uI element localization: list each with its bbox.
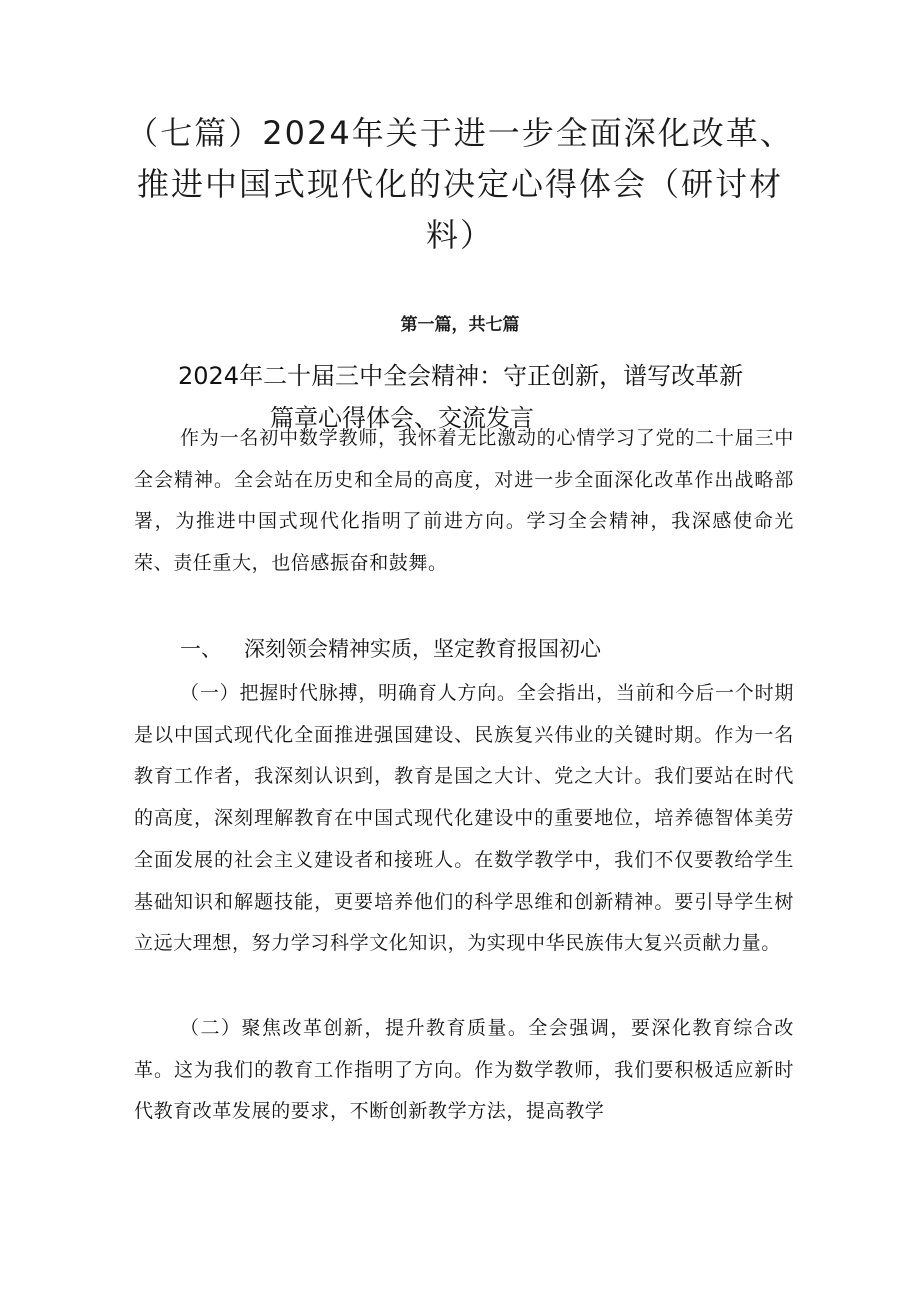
section-heading-text: 深刻领会精神实质，坚定教育报国初心 [244, 637, 601, 661]
section-heading-1 [180, 630, 800, 668]
article-title-line-1: 2024年二十届三中全会精神：守正创新，谱写改革新 [178, 362, 744, 390]
document-title: （七篇）2024年关于进一步全面深化改革、推进中国式现代化的决定心得体会（研讨材料） [126, 114, 794, 254]
part-label: 第一篇，共七篇 [400, 315, 520, 335]
body-paragraph-2: （二）聚焦改革创新，提升教育质量。全会强调，要深化教育综合改革。这为我们的教育工作指明了方向。作为数学教师，我们要积极适应新时代教育改革发展的要求，不断创新教学方法，提高教学 [134, 1017, 794, 1123]
section-number: 一、 [180, 637, 222, 661]
body-paragraph-1: （一）把握时代脉搏，明确育人方向。全会指出，当前和今后一个时期是以中国式现代化全面推进强国建设、民族复兴伟业的关键时期。作为一名教育工作者，我深刻认识到，教育是国之大计、党之大计。我们要站在时代的高度，深刻理解教育在中国式现代化建设中的重要地位，培养德智体美劳全面发展的社会主义建设者和接班人。在数学教学中，我们不仅要教给学生基础知识和解题技能，更要培养他们的科学思维和创新精神。要引导学生树立远大理想，努力学习科学文化知识，为实现中华民族伟大复兴贡献力量。 [134, 682, 794, 955]
article-title-line-2: 篇章心得体会、交流发言 [270, 404, 534, 432]
intro-paragraph: 作为一名初中数学教师，我怀着无比激动的心情学习了党的二十届三中全会精神。全会站在历史和全局的高度，对进一步全面深化改革作出战略部署，为推进中国式现代化指明了前进方向。学习全会精神，我深感使命光荣、责任重大，也倍感振奋和鼓舞。 [134, 427, 794, 575]
